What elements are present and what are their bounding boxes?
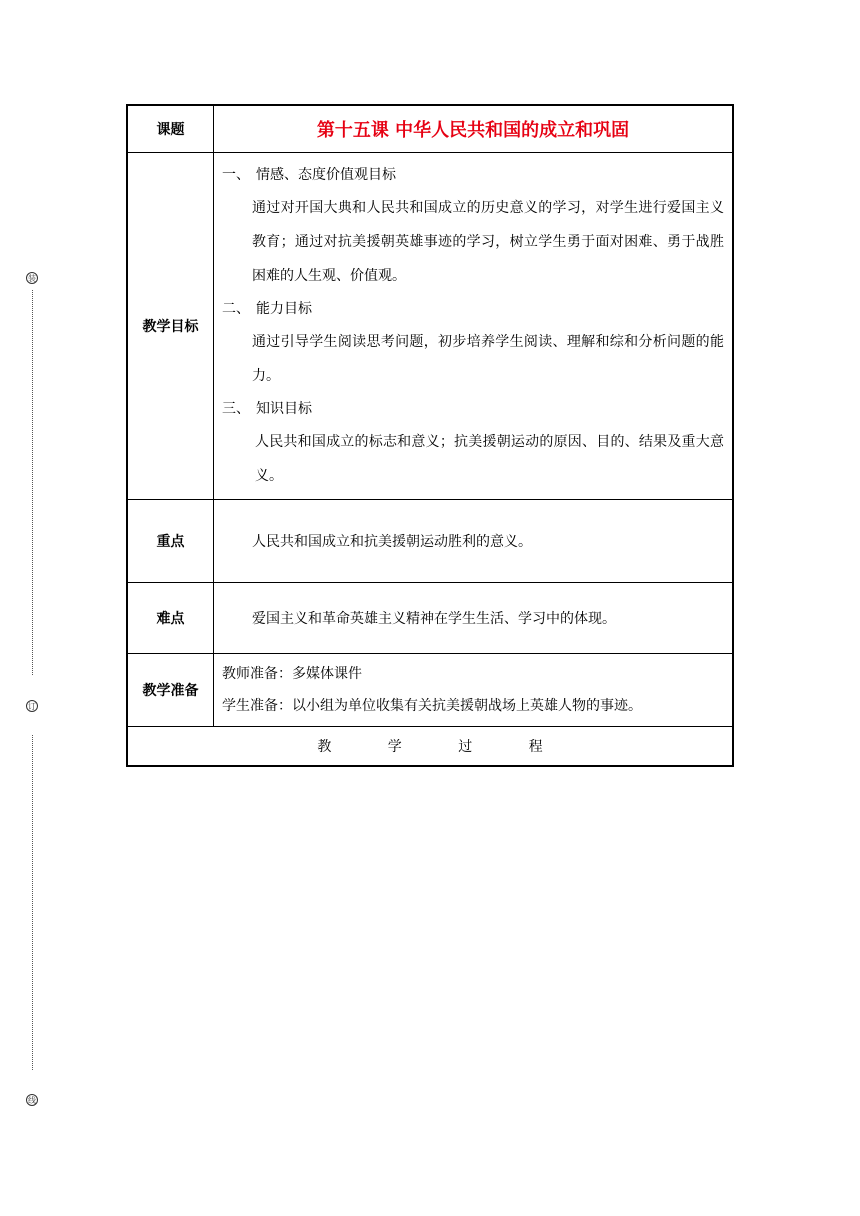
preparation-row — [127, 654, 733, 727]
goals-row — [127, 153, 733, 500]
title-row — [127, 105, 733, 153]
process-row — [127, 727, 733, 767]
preparation-label: 教学准备 — [127, 654, 214, 727]
difficulty-text: 爱国主义和革命英雄主义精神在学生生活、学习中的体现。 — [252, 611, 616, 627]
goal-heading-2 — [222, 293, 724, 325]
goal-number-3: 三、 — [222, 401, 250, 417]
goals-content — [214, 153, 734, 500]
goal-title-3: 知识目标 — [256, 401, 312, 417]
difficulty-content — [214, 583, 734, 654]
difficulty-label: 难点 — [127, 583, 214, 654]
process-char-3: 过 — [458, 739, 473, 755]
goal-body-2: 通过引导学生阅读思考问题，初步培养学生阅读、理解和综和分析问题的能力。 — [252, 334, 724, 384]
key-points-text: 人民共和国成立和抗美援朝运动胜利的意义。 — [252, 534, 532, 550]
goal-number-1: 一、 — [222, 167, 250, 183]
goal-heading-3 — [222, 393, 724, 425]
goal-body-1: 通过对开国大典和人民共和国成立的历史意义的学习，对学生进行爱国主义教育；通过对抗美援朝英雄事迹的学习，树立学生勇于面对困难、勇于战胜困难的人生观、价值观。 — [252, 200, 724, 284]
key-points-row — [127, 500, 733, 583]
process-char-2: 学 — [387, 739, 402, 755]
goal-number-2: 二、 — [222, 301, 250, 317]
margin-mark-middle: 订 — [28, 702, 36, 711]
preparation-content — [214, 654, 734, 727]
goals-label: 教学目标 — [127, 153, 214, 500]
student-preparation: 学生准备：以小组为单位收集有关抗美援朝战场上英雄人物的事迹。 — [222, 698, 642, 714]
margin-mark-bottom: 线 — [28, 1096, 36, 1105]
difficulty-row — [127, 583, 733, 654]
margin-dotted-line-lower — [32, 735, 33, 1070]
teacher-preparation: 教师准备：多媒体课件 — [222, 666, 362, 682]
process-heading — [127, 727, 733, 767]
process-char-1: 教 — [317, 739, 332, 755]
goal-title-1: 情感、态度价值观目标 — [256, 167, 396, 183]
margin-mark-top: 装 — [28, 274, 36, 283]
title-label: 课题 — [127, 105, 214, 153]
goal-title-2: 能力目标 — [256, 301, 312, 317]
key-points-label: 重点 — [127, 500, 214, 583]
goal-heading-1 — [222, 159, 724, 191]
lesson-plan-table — [126, 104, 734, 767]
margin-dotted-line-upper — [32, 290, 33, 675]
process-char-4: 程 — [528, 739, 543, 755]
goal-body-3: 人民共和国成立的标志和意义；抗美援朝运动的原因、目的、结果及重大意义。 — [255, 434, 724, 484]
key-points-content — [214, 500, 734, 583]
lesson-title: 第十五课 中华人民共和国的成立和巩固 — [214, 105, 734, 153]
